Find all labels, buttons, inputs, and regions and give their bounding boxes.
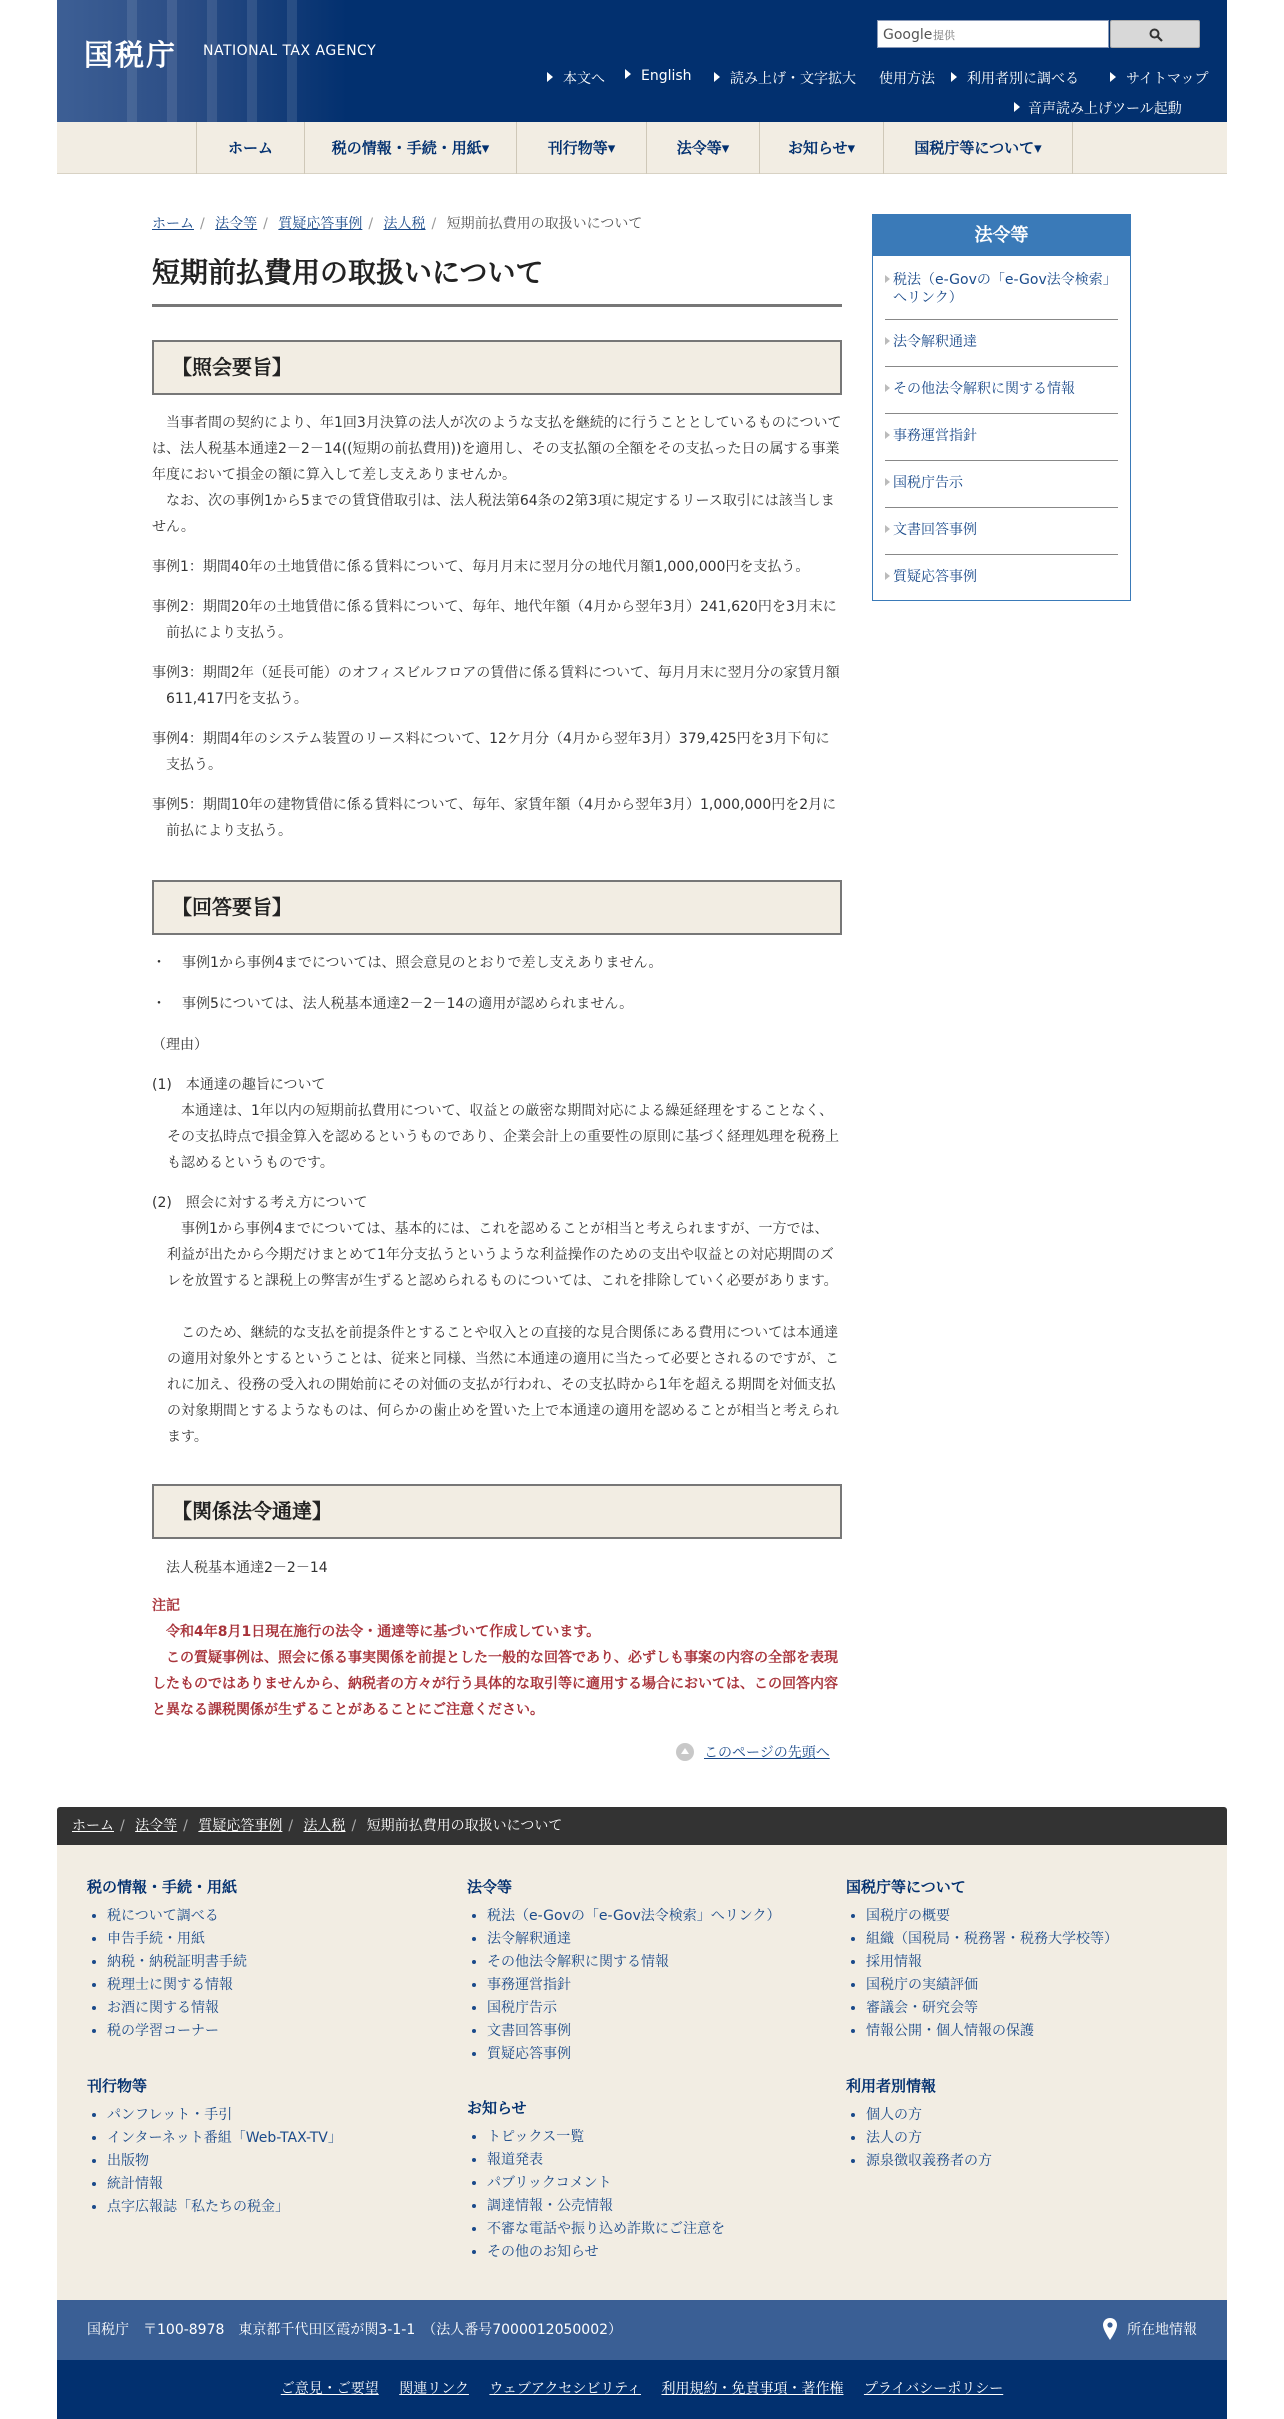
breadcrumb-home[interactable]: ホーム	[152, 216, 194, 232]
footer-sitemap	[57, 1845, 1227, 2300]
footer-col2-list	[467, 1905, 780, 2066]
footer-breadcrumb-qa[interactable]: 質疑応答事例	[198, 1818, 283, 1834]
footer-link-privacy[interactable]: プライバシーポリシー	[863, 2381, 1004, 2397]
arrow-up-icon	[676, 1743, 694, 1761]
site-logo-english: NATIONAL TAX AGENCY	[203, 43, 377, 59]
util-link-main[interactable]: 本文へ	[547, 68, 605, 88]
footer-breadcrumb-home[interactable]: ホーム	[72, 1818, 114, 1834]
footer-col3b-title[interactable]: 利用者別情報	[846, 2077, 937, 2095]
inquiry-paragraph-2: なお、次の事例1から5までの賃貸借取引は、法人税法第64条の2第3項に規定するリース取引には該当しません。	[152, 493, 835, 535]
footer-col2b-list	[467, 2126, 725, 2264]
footer-address: 国税庁 〒100-8978 東京都千代田区霞が関3-1-1 （法人番号7000012050002）	[87, 2322, 623, 2338]
reason-label: （理由）	[152, 1037, 208, 1053]
footer-link-feedback[interactable]: ご意見・ご要望	[280, 2381, 379, 2397]
list-item[interactable]: • 出版物	[107, 2150, 342, 2173]
note-title: 注記	[152, 1598, 180, 1614]
nav-news[interactable]: お知らせ▾	[759, 122, 883, 174]
list-item[interactable]: • 国税庁の実績評価	[866, 1974, 1118, 1997]
footer-col1b-title[interactable]: 刊行物等	[87, 2077, 148, 2095]
footer-link-related[interactable]: 関連リンク	[399, 2381, 469, 2397]
list-item[interactable]: • パブリックコメント	[487, 2172, 725, 2195]
footer-col3-list	[846, 1905, 1118, 2043]
related-law-text: 法人税基本通達2－2－14	[166, 1560, 328, 1576]
list-item[interactable]: • 源泉徴収義務者の方	[866, 2150, 992, 2173]
answer-bullet-1: ・ 事例1から事例4までについては、照会意見のとおりで差し支えありません。	[152, 955, 663, 971]
list-item[interactable]: • 審議会・研究会等	[866, 1997, 1118, 2020]
breadcrumb-qa[interactable]: 質疑応答事例	[278, 216, 363, 232]
list-item[interactable]: • その他のお知らせ	[487, 2241, 725, 2264]
utility-links	[547, 68, 1211, 88]
sidebar-title: 法令等	[873, 215, 1130, 256]
list-item[interactable]: • 不審な電話や振り込め詐欺にご注意を	[487, 2218, 725, 2241]
list-item[interactable]: • 組織（国税局・税務署・税務大学校等）	[866, 1928, 1118, 1951]
breadcrumb: ホーム / 法令等 / 質疑応答事例 / 法人税 / 短期前払費用の取扱いについて	[152, 216, 643, 232]
note-line-1: 令和4年8月1日現在施行の法令・通達等に基づいて作成しています。	[166, 1624, 601, 1640]
note-line-2: この質疑事例は、照会に係る事実関係を前提とした一般的な回答であり、必ずしも事案の内容の全部を表現したものではありませんから、納税者の方々が行う具体的な取引等に適用する場合においては、この回答内容と異なる課税関係が生ずることがあることにご注意ください。	[152, 1650, 838, 1718]
list-item[interactable]: • 税について調べる	[107, 1905, 247, 1928]
footer-link-accessibility[interactable]: ウェブアクセシビリティ	[489, 2381, 642, 2397]
nav-publications[interactable]: 刊行物等▾	[516, 122, 646, 174]
util-link-sitemap[interactable]: サイトマップ	[1110, 68, 1208, 88]
util-link-english[interactable]: English	[625, 68, 692, 84]
list-item[interactable]: • 国税庁告示	[487, 1997, 780, 2020]
list-item[interactable]: • 採用情報	[866, 1951, 1118, 1974]
util-link-usage[interactable]: 使用方法	[879, 71, 935, 87]
case-1: 事例1：期間40年の土地賃借に係る賃料について、毎月月末に翌月分の地代月額1,000,000円を支払う。	[152, 559, 810, 575]
footer-link-terms[interactable]: 利用規約・免責事項・著作権	[661, 2381, 844, 2397]
list-item[interactable]: • 税の学習コーナー	[107, 2020, 247, 2043]
list-item[interactable]: • パンフレット・手引	[107, 2104, 342, 2127]
site-header	[57, 0, 1227, 122]
footer-col3-title[interactable]: 国税庁等について	[846, 1878, 966, 1896]
case-2: 事例2：期間20年の土地賃借に係る賃料について、毎年、地代年額（4月から翌年3月）241,620円を3月末に前払により支払う。	[152, 599, 837, 641]
footer-col1-list	[87, 1905, 247, 2043]
footer-col1b-list	[87, 2104, 342, 2219]
util-link-by-user[interactable]: 利用者別に調べる	[951, 68, 1079, 88]
case-3: 事例3：期間2年（延長可能）のオフィスビルフロアの賃借に係る賃料について、毎月月末に翌月分の家賃月額611,417円を支払う。	[152, 665, 840, 707]
list-item[interactable]: • その他法令解釈に関する情報	[487, 1951, 780, 1974]
site-logo[interactable]: 国税庁	[84, 38, 178, 72]
footer-breadcrumb-corporate-tax[interactable]: 法人税	[303, 1818, 346, 1834]
list-item[interactable]: • インターネット番組「Web-TAX-TV」	[107, 2127, 342, 2150]
list-item[interactable]: • 調達情報・公売情報	[487, 2195, 725, 2218]
search-button[interactable]	[1110, 20, 1200, 48]
reason-item-1-body: 本通達は、1年以内の短期前払費用について、収益との厳密な期間対応による繰延経理をすることなく、その支払時点で損金算入を認めるというものであり、企業会計上の重要性の原則に基づく経理処理を税務上も認めるというものです。	[167, 1103, 839, 1171]
reason-item-2-body-2: このため、継続的な支払を前提条件とすることや収入との直接的な見合関係にある費用については本通達の適用対象外とするということは、従来と同様、当然に本通達の適用に当たって必要とされるのですが、これに加え、役務の受入れの開始前にその対価の支払が行われ、その支払時から1年を超える期間を対価支払の対象期間とするようなものは、何らかの歯止めを置いた上で本通達の適用を認めることが相当と考えられます。	[167, 1325, 839, 1445]
page-title: 短期前払費用の取扱いについて	[152, 256, 544, 289]
voice-tool-link[interactable]: 音声読み上げツール起動	[1014, 98, 1182, 118]
list-item[interactable]: • 情報公開・個人情報の保護	[866, 2020, 1118, 2043]
section-related-heading: 【関係法令通達】	[152, 1484, 842, 1539]
sidebar-item-other-info[interactable]: その他法令解釈に関する情報	[885, 380, 1118, 398]
nav-laws[interactable]: 法令等▾	[646, 122, 759, 174]
sidebar-item-interpretation[interactable]: 法令解釈通達	[885, 333, 1118, 351]
list-item[interactable]: • 質疑応答事例	[487, 2043, 780, 2066]
sidebar-item-qa[interactable]: 質疑応答事例	[885, 568, 1118, 586]
sidebar	[872, 214, 1131, 601]
list-item[interactable]: • 事務運営指針	[487, 1974, 780, 1997]
footer-col3b-list	[846, 2104, 992, 2173]
footer-links	[57, 2360, 1227, 2419]
map-pin-icon	[1103, 2318, 1117, 2340]
list-item[interactable]: • お酒に関する情報	[107, 1997, 247, 2020]
footer-address-bar	[57, 2300, 1227, 2360]
list-item[interactable]: • 申告手続・用紙	[107, 1928, 247, 1951]
list-item[interactable]: • 法人の方	[866, 2127, 992, 2150]
sidebar-item-notices[interactable]: 国税庁告示	[885, 474, 1118, 492]
list-item[interactable]: • 納税・納税証明書手続	[107, 1951, 247, 1974]
breadcrumb-laws[interactable]: 法令等	[215, 216, 258, 232]
breadcrumb-current: 短期前払費用の取扱いについて	[446, 216, 643, 232]
search-box	[877, 20, 1109, 48]
back-to-top-link[interactable]: このページの先頭へ	[704, 1745, 830, 1761]
list-item[interactable]: • 統計情報	[107, 2173, 342, 2196]
answer-bullet-2: ・ 事例5については、法人税基本通達2－2－14の適用が認められません。	[152, 996, 634, 1012]
reason-item-2-body-1: 事例1から事例4までについては、基本的には、これを認めることが相当と考えられますが、一方では、利益が出たから今期だけまとめて1年分支払うというような利益操作のための支出や収益との対応期間のズレを放置すると課税上の弊害が生ずると認められるものについては、これを排除していく必要があります。	[167, 1221, 838, 1289]
footer-breadcrumb: ホーム / 法令等 / 質疑応答事例 / 法人税 / 短期前払費用の取扱いについて	[57, 1807, 1227, 1845]
footer-breadcrumb-laws[interactable]: 法令等	[135, 1818, 178, 1834]
footer-breadcrumb-current: 短期前払費用の取扱いについて	[366, 1818, 563, 1834]
nav-tax-info[interactable]: 税の情報・手続・用紙▾	[304, 122, 516, 174]
sidebar-item-guidelines[interactable]: 事務運営指針	[885, 427, 1118, 445]
list-item[interactable]: • 国税庁の概要	[866, 1905, 1118, 1928]
google-brand-label: Google	[883, 27, 933, 43]
location-link[interactable]: 所在地情報	[1103, 2300, 1197, 2360]
title-divider	[152, 304, 842, 307]
list-item[interactable]: • 税理士に関する情報	[107, 1974, 247, 1997]
list-item[interactable]: • 報道発表	[487, 2149, 725, 2172]
nav-home[interactable]: ホーム	[196, 122, 304, 174]
global-nav	[57, 122, 1227, 174]
inquiry-paragraph-1: 当事者間の契約により、年1回3月決算の法人が次のような支払を継続的に行うこととしているものについては、法人税基本通達2－2－14((短期の前払費用))を適用し、その支払額の全額をその支払った日の属する事業年度において損金の額に算入して差し支えありませんか。	[152, 415, 842, 483]
breadcrumb-corporate-tax[interactable]: 法人税	[383, 216, 426, 232]
back-to-top[interactable]	[676, 1742, 830, 1762]
nav-about[interactable]: 国税庁等について▾	[883, 122, 1073, 174]
search-input[interactable]	[933, 25, 1103, 45]
reason-item-1-heading: (1) 本通達の趣旨について	[152, 1077, 326, 1093]
case-5: 事例5：期間10年の建物賃借に係る賃料について、毎年、家賃年額（4月から翌年3月）1,000,000円を2月に前払により支払う。	[152, 797, 837, 839]
footer-col1-title[interactable]: 税の情報・手続・用紙	[87, 1878, 238, 1896]
list-item[interactable]: • トピックス一覧	[487, 2126, 725, 2149]
section-answer-heading: 【回答要旨】	[152, 880, 842, 935]
list-item[interactable]: • 文書回答事例	[487, 2020, 780, 2043]
list-item[interactable]: • 点字広報誌「私たちの税金」	[107, 2196, 342, 2219]
footer-col2-title[interactable]: 法令等	[467, 1878, 513, 1896]
footer-col2b-title[interactable]: お知らせ	[467, 2099, 527, 2117]
list-item[interactable]: • 個人の方	[866, 2104, 992, 2127]
sidebar-item-document-answers[interactable]: 文書回答事例	[885, 521, 1118, 539]
search-icon	[1149, 28, 1163, 42]
section-inquiry-heading: 【照会要旨】	[152, 340, 842, 395]
reason-item-2-heading: (2) 照会に対する考え方について	[152, 1195, 368, 1211]
list-item[interactable]: • 法令解釈通達	[487, 1928, 780, 1951]
list-item[interactable]: • 税法（e-Govの「e-Gov法令検索」へリンク）	[487, 1905, 780, 1928]
sidebar-item-egov[interactable]: 税法（e-Govの「e-Gov法令検索」へリンク）	[885, 271, 1118, 307]
util-link-reader[interactable]: 読み上げ・文字拡大	[714, 68, 856, 88]
case-4: 事例4：期間4年のシステム装置のリース料について、12ケ月分（4月から翌年3月）379,425円を3月下旬に支払う。	[152, 731, 830, 773]
